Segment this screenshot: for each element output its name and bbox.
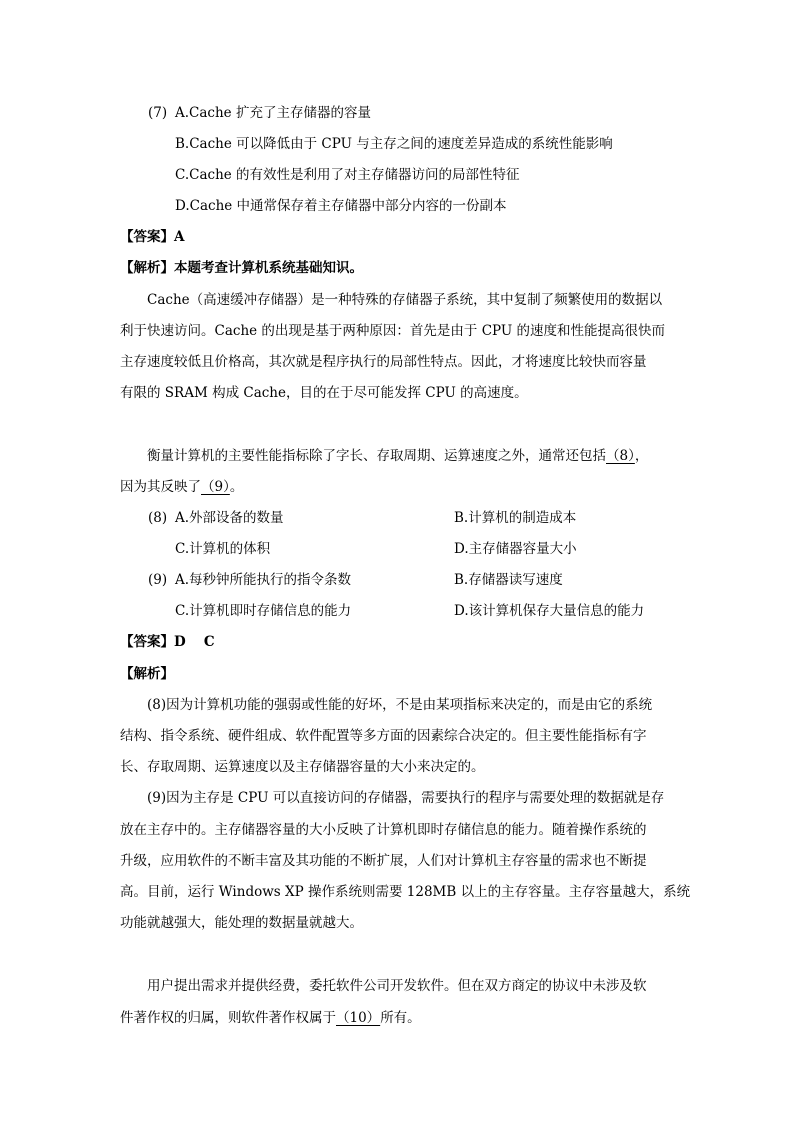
q89-stem-text: 衡量计算机的主要性能指标除了字长、存取周期、运算速度之外，通常还包括 [147, 448, 606, 464]
q9-option-c: C.计算机即时存储信息的能力 [175, 603, 352, 619]
q89-stem-text: 因为其反映了 [120, 479, 201, 495]
q8-option-c: C.计算机的体积 [175, 541, 271, 557]
q7-option-c: C.Cache 的有效性是利用了对主存储器访问的局部性特征 [175, 167, 520, 183]
q89-analysis-title: 【解析】 [120, 666, 174, 682]
q9-option-d: D.该计算机保存大量信息的能力 [454, 603, 645, 619]
q8-option-d: D.主存储器容量大小 [454, 541, 577, 557]
q10-stem-line2 [120, 1008, 421, 1028]
q7-analysis-line: 主存速度较低且价格高，其次就是程序执行的局部性特点。因此，才将速度比较快而容量 [120, 354, 647, 370]
q7-analysis-line: Cache（高速缓冲存储器）是一种特殊的存储器子系统，其中复制了频繁使用的数据以 [147, 292, 663, 308]
q89-stem-punct: 。 [229, 479, 244, 495]
q9-analysis-line: 放在主存中的。主存储器容量的大小反映了计算机即时存储信息的能力。随着操作系统的 [120, 822, 647, 838]
blank-8: （8） [606, 448, 635, 464]
q7-analysis-title: 【解析】本题考查计算机系统基础知识。 [120, 260, 363, 276]
q8-option-a: A.外部设备的数量 [175, 510, 284, 526]
q89-answer: 【答案】D C [120, 634, 215, 650]
q9-option-b: B.存储器读写速度 [454, 572, 563, 588]
q7-option-d: D.Cache 中通常保存着主存储器中部分内容的一份副本 [175, 198, 507, 214]
q9-analysis-line: 功能就越强大，能处理的数据量就越大。 [120, 915, 363, 931]
q10-stem-line1: 用户提出需求并提供经费，委托软件公司开发软件。但在双方商定的协议中未涉及软 [147, 978, 647, 994]
q7-answer: 【答案】A [120, 229, 185, 245]
q7-option-a: A.Cache 扩充了主存储器的容量 [175, 105, 371, 121]
q10-stem-text: 所有。 [380, 1010, 421, 1026]
blank-10: （10） [336, 1010, 381, 1026]
q7-analysis-line: 利于快速访问。Cache 的出现是基于两种原因：首先是由于 CPU 的速度和性能提高很快而 [120, 323, 666, 339]
q7-option-b: B.Cache 可以降低由于 CPU 与主存之间的速度差异造成的系统性能影响 [175, 136, 613, 152]
q9-analysis-line: 升级，应用软件的不断丰富及其功能的不断扩展，人们对计算机主存容量的需求也不断提 [120, 853, 647, 869]
q8-analysis-line: 长、存取周期、运算速度以及主存储器容量的大小来决定的。 [120, 759, 485, 775]
q8-option-b: B.计算机的制造成本 [454, 510, 577, 526]
blank-9: （9） [201, 479, 230, 495]
q10-stem-text: 件著作权的归属，则软件著作权属于 [120, 1010, 336, 1026]
q89-stem-line1 [147, 446, 648, 466]
q9-prefix: (9) [148, 572, 168, 588]
q8-analysis-line: (8)因为计算机功能的强弱或性能的好坏，不是由某项指标来决定的，而是由它的系统 [147, 697, 653, 713]
q8-prefix: (8) [148, 510, 168, 526]
q8-analysis-line: 结构、指令系统、硬件组成、软件配置等多方面的因素综合决定的。但主要性能指标有字 [120, 728, 647, 744]
q7-analysis-line: 有限的 SRAM 构成 Cache，目的在于尽可能发挥 CPU 的高速度。 [120, 385, 528, 401]
q9-option-a: A.每秒钟所能执行的指令条数 [175, 572, 352, 588]
q89-stem-punct: ， [634, 448, 649, 464]
q7-prefix: (7) [148, 105, 168, 121]
q9-analysis-line: (9)因为主存是 CPU 可以直接访问的存储器，需要执行的程序与需要处理的数据就是存 [147, 790, 665, 806]
q89-stem-line2 [120, 477, 243, 497]
q9-analysis-line: 高。目前，运行 Windows XP 操作系统则需要 128MB 以上的主存容量。主存容量越大，系统 [120, 884, 691, 900]
